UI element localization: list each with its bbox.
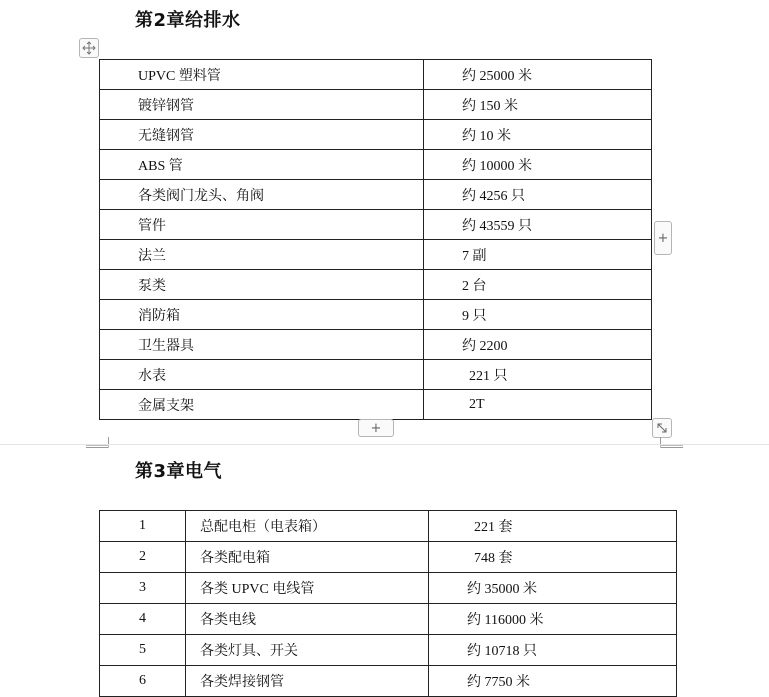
item-name-cell[interactable]: 各类 UPVC 电线管 xyxy=(186,573,429,604)
table-row xyxy=(100,573,677,604)
add-row-button[interactable]: + xyxy=(358,419,394,437)
quantity-cell[interactable]: 约 25000 米 xyxy=(424,60,652,90)
quantity-cell[interactable]: 221 只 xyxy=(424,360,652,390)
table-row xyxy=(100,60,652,90)
row-number-cell[interactable]: 4 xyxy=(100,604,186,635)
item-name-cell[interactable]: UPVC 塑料管 xyxy=(100,60,424,90)
item-name-cell[interactable]: 法兰 xyxy=(100,240,424,270)
table-row xyxy=(100,90,652,120)
table-row xyxy=(100,240,652,270)
chapter-2-heading: 第2章给排水 xyxy=(135,10,241,31)
item-name-cell[interactable]: 卫生器具 xyxy=(100,330,424,360)
table-row xyxy=(100,330,652,360)
table-row xyxy=(100,542,677,573)
page-corner-mark xyxy=(660,445,683,448)
quantity-cell[interactable]: 2 台 xyxy=(424,270,652,300)
quantity-cell[interactable]: 2T xyxy=(424,390,652,420)
quantity-cell[interactable]: 约 2200 xyxy=(424,330,652,360)
item-name-cell[interactable]: 各类配电箱 xyxy=(186,542,429,573)
row-number-cell[interactable]: 5 xyxy=(100,635,186,666)
item-name-cell[interactable]: 泵类 xyxy=(100,270,424,300)
table-row xyxy=(100,635,677,666)
page-break xyxy=(0,444,769,445)
row-number-cell[interactable]: 3 xyxy=(100,573,186,604)
quantity-cell[interactable]: 约 10718 只 xyxy=(429,635,677,666)
table-row xyxy=(100,666,677,697)
quantity-cell[interactable]: 约 7750 米 xyxy=(429,666,677,697)
item-name-cell[interactable]: 无缝钢管 xyxy=(100,120,424,150)
table-row xyxy=(100,390,652,420)
quantity-cell[interactable]: 约 43559 只 xyxy=(424,210,652,240)
table-row xyxy=(100,300,652,330)
chapter-3-heading: 第3章电气 xyxy=(135,461,223,482)
quantity-cell[interactable]: 约 10 米 xyxy=(424,120,652,150)
row-number-cell[interactable]: 2 xyxy=(100,542,186,573)
electrical-materials-table xyxy=(99,510,677,697)
quantity-cell[interactable]: 约 116000 米 xyxy=(429,604,677,635)
plumbing-materials-table xyxy=(99,59,652,420)
quantity-cell[interactable]: 约 4256 只 xyxy=(424,180,652,210)
table-row xyxy=(100,180,652,210)
table-row xyxy=(100,150,652,180)
table-move-handle[interactable] xyxy=(79,38,99,58)
row-number-cell[interactable]: 6 xyxy=(100,666,186,697)
quantity-cell[interactable]: 221 套 xyxy=(429,511,677,542)
item-name-cell[interactable]: 各类阀门龙头、角阀 xyxy=(100,180,424,210)
quantity-cell[interactable]: 约 10000 米 xyxy=(424,150,652,180)
quantity-cell[interactable]: 748 套 xyxy=(429,542,677,573)
table-row xyxy=(100,210,652,240)
table-row xyxy=(100,360,652,390)
table-row xyxy=(100,120,652,150)
table-row xyxy=(100,511,677,542)
table-resize-handle[interactable] xyxy=(652,418,672,438)
table-row xyxy=(100,270,652,300)
item-name-cell[interactable]: 水表 xyxy=(100,360,424,390)
quantity-cell[interactable]: 约 35000 米 xyxy=(429,573,677,604)
resize-diagonal-icon xyxy=(656,422,668,434)
add-column-button[interactable]: + xyxy=(654,221,672,255)
item-name-cell[interactable]: 金属支架 xyxy=(100,390,424,420)
item-name-cell[interactable]: 管件 xyxy=(100,210,424,240)
item-name-cell[interactable]: 镀锌钢管 xyxy=(100,90,424,120)
row-number-cell[interactable]: 1 xyxy=(100,511,186,542)
table-row xyxy=(100,604,677,635)
item-name-cell[interactable]: 各类焊接钢管 xyxy=(186,666,429,697)
quantity-cell[interactable]: 约 150 米 xyxy=(424,90,652,120)
item-name-cell[interactable]: 总配电柜（电表箱） xyxy=(186,511,429,542)
page-corner-mark xyxy=(86,445,109,448)
quantity-cell[interactable]: 7 副 xyxy=(424,240,652,270)
move-arrows-icon xyxy=(82,41,96,55)
quantity-cell[interactable]: 9 只 xyxy=(424,300,652,330)
item-name-cell[interactable]: 各类电线 xyxy=(186,604,429,635)
item-name-cell[interactable]: 各类灯具、开关 xyxy=(186,635,429,666)
item-name-cell[interactable]: ABS 管 xyxy=(100,150,424,180)
item-name-cell[interactable]: 消防箱 xyxy=(100,300,424,330)
